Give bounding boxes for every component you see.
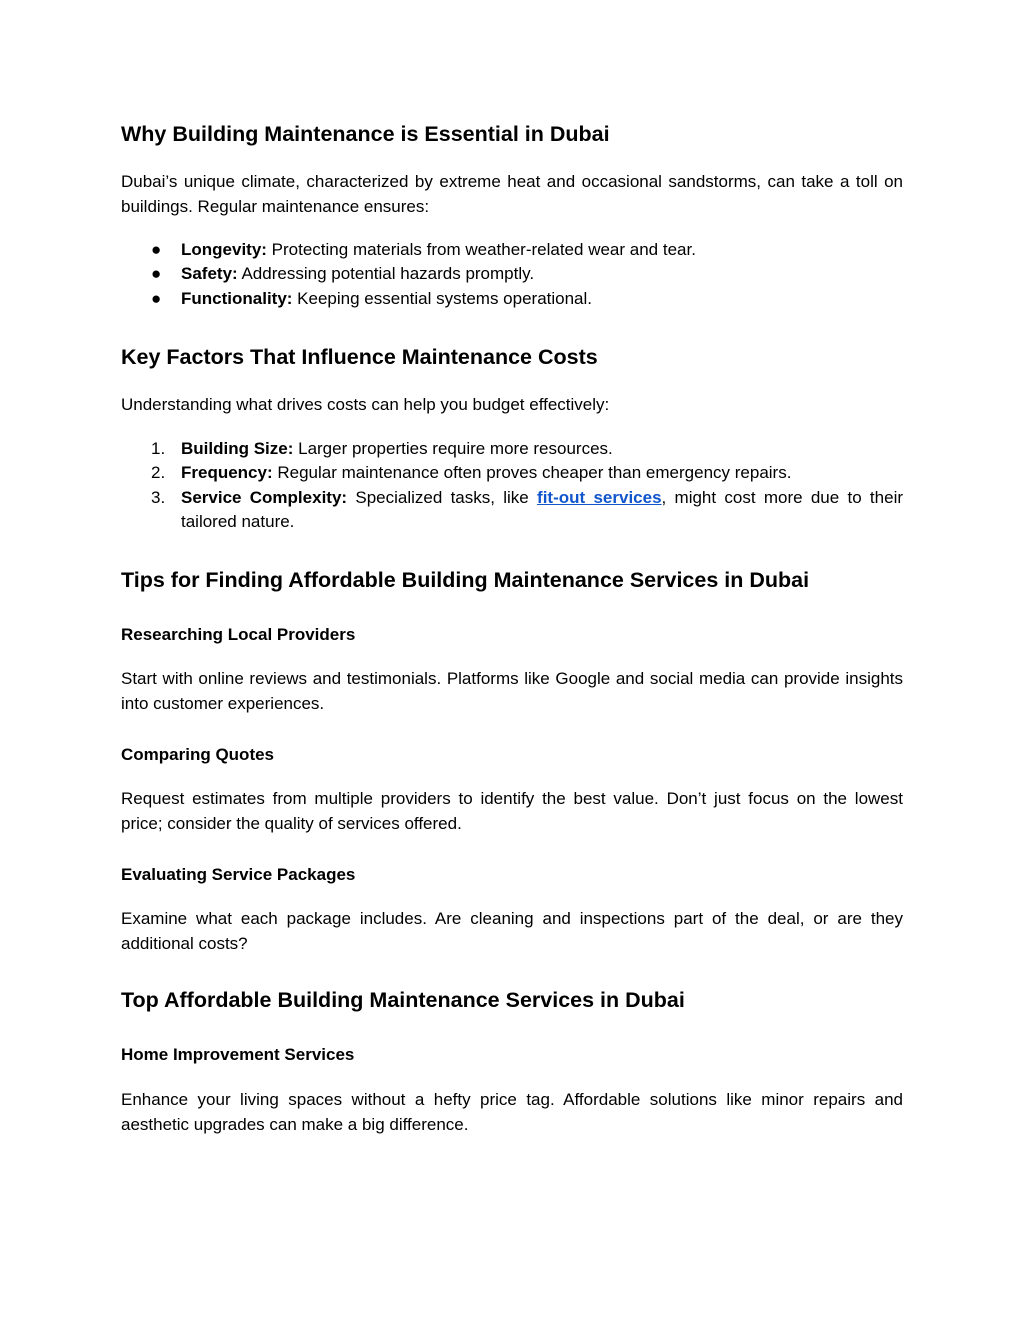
bullet-marker: ● [151, 240, 162, 259]
cost-factors-numbered-list [121, 437, 903, 535]
list-number: 2. [151, 463, 166, 483]
list-item-text: , might cost more due to their tailored nature. [181, 487, 904, 532]
subheading-researching-providers: Researching Local Providers [121, 625, 356, 644]
list-item [121, 287, 903, 311]
list-item-term: Safety: [181, 264, 238, 284]
list-item [121, 461, 903, 485]
list-item [121, 262, 903, 286]
list-number: 1. [151, 439, 166, 458]
section-heading-affordable-tips: Tips for Finding Affordable Building Maintenance Services in Dubai [121, 568, 810, 592]
section-intro-paragraph: Understanding what drives costs can help you budget effectively: [121, 395, 610, 414]
list-item-text: Regular maintenance often proves cheaper than emergency repairs. [272, 463, 792, 483]
bullet-marker: ● [151, 264, 162, 284]
list-item-term: Longevity: [181, 240, 267, 259]
list-item-text: Keeping essential systems operational. [292, 288, 593, 308]
subheading-home-improvement: Home Improvement Services [121, 1045, 355, 1064]
section-heading-top-services: Top Affordable Building Maintenance Services in Dubai [121, 988, 685, 1012]
list-item-term: Frequency: [181, 463, 273, 483]
list-item [121, 486, 903, 535]
paragraph: Request estimates from multiple providers to identify the best value. Don’t just focus on the lowest price; consider the quality of services offered. [121, 789, 903, 833]
bullet-marker: ● [151, 288, 162, 308]
list-item-text: Addressing potential hazards promptly. [237, 264, 535, 284]
paragraph: Examine what each package includes. Are cleaning and inspections part of the deal, or are they additional costs? [121, 909, 903, 953]
list-item-term: Service Complexity: [181, 487, 348, 507]
subheading-comparing-quotes: Comparing Quotes [121, 745, 275, 764]
section-heading-cost-factors: Key Factors That Influence Maintenance Costs [121, 345, 598, 369]
list-item-text: Larger properties require more resources. [293, 439, 613, 458]
paragraph: Start with online reviews and testimonials. Platforms like Google and social media can provide insights into customer experiences. [121, 669, 903, 713]
benefits-bullet-list [121, 238, 903, 311]
subheading-evaluating-packages: Evaluating Service Packages [121, 865, 356, 884]
list-item-term: Functionality: [181, 288, 293, 308]
paragraph: Enhance your living spaces without a hefty price tag. Affordable solutions like minor repairs and aesthetic upgrades can make a big difference. [121, 1090, 903, 1134]
list-item-text: Specialized tasks, like [347, 487, 538, 507]
section-heading-why-maintenance: Why Building Maintenance is Essential in Dubai [121, 122, 610, 146]
fit-out-services-link[interactable]: fit-out services [537, 487, 662, 507]
list-number: 3. [151, 487, 166, 507]
list-item-text: Protecting materials from weather-related wear and tear. [266, 240, 696, 259]
list-item [121, 437, 903, 461]
list-item-term: Building Size: [181, 439, 294, 458]
list-item [121, 238, 903, 262]
section-intro-paragraph: Dubai’s unique climate, characterized by extreme heat and occasional sandstorms, can take a toll on buildings. Regular maintenance ensures: [121, 172, 903, 216]
